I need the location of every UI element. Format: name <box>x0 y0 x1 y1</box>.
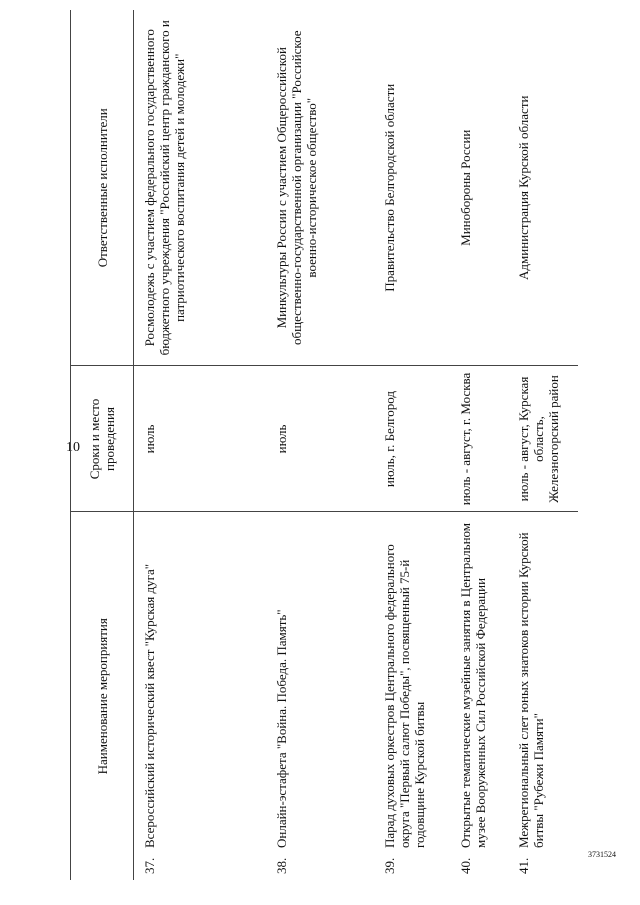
event-time-place: июль <box>134 366 267 512</box>
event-time-place: июль - август, г. Москва <box>450 366 508 512</box>
event-name: Открытые тематические музейные занятия в Центральном музее Вооруженных Сил Российской Федерации <box>458 523 488 848</box>
header-when: Сроки и место проведения <box>71 366 134 512</box>
header-name: Наименование мероприятия <box>71 512 134 880</box>
table-header-row <box>71 10 134 880</box>
header-who: Ответственные исполнители <box>71 10 134 366</box>
table-row <box>374 10 450 880</box>
row-number: 41. <box>516 857 531 874</box>
events-table <box>70 10 578 880</box>
row-number: 39. <box>382 857 397 874</box>
table-row <box>134 10 267 880</box>
event-name: Онлайн-эстафета "Война. Победа. Память" <box>274 609 289 848</box>
document-code: 3731524 <box>588 850 616 859</box>
event-name: Межрегиональный слет юных знатоков истории Курской битвы "Рубежи Памяти" <box>516 532 546 848</box>
event-executor: Минобороны России <box>450 10 508 366</box>
row-number: 38. <box>274 857 289 874</box>
rotated-table-container <box>70 10 590 880</box>
event-executor: Минкультуры России с участием Общероссийской общественно-государственной организации "Российское военно-историческое общество" <box>266 10 374 366</box>
table-row <box>508 10 578 880</box>
row-number: 40. <box>458 857 473 874</box>
event-time-place: июль, г. Белгород <box>374 366 450 512</box>
event-time-place: июль <box>266 366 374 512</box>
event-name: Парад духовых оркестров Центрального федерального округа "Первый салют Победы", посвященный 75-й годовщине Курской битвы <box>382 544 427 848</box>
table-row <box>450 10 508 880</box>
event-executor: Росмолодежь с участием федерального государственного бюджетного учреждения "Российский центр гражданского и патриотического воспитания детей и молодежи" <box>134 10 267 366</box>
event-executor: Администрация Курской области <box>508 10 578 366</box>
page-number: 10 <box>66 440 80 455</box>
event-executor: Правительство Белгородской области <box>374 10 450 366</box>
event-name: Всероссийский исторический квест "Курская дуга" <box>142 563 157 848</box>
row-number: 37. <box>142 857 157 874</box>
table-row <box>266 10 374 880</box>
event-time-place: июль - август, Курская область, Железногорский район <box>508 366 578 512</box>
